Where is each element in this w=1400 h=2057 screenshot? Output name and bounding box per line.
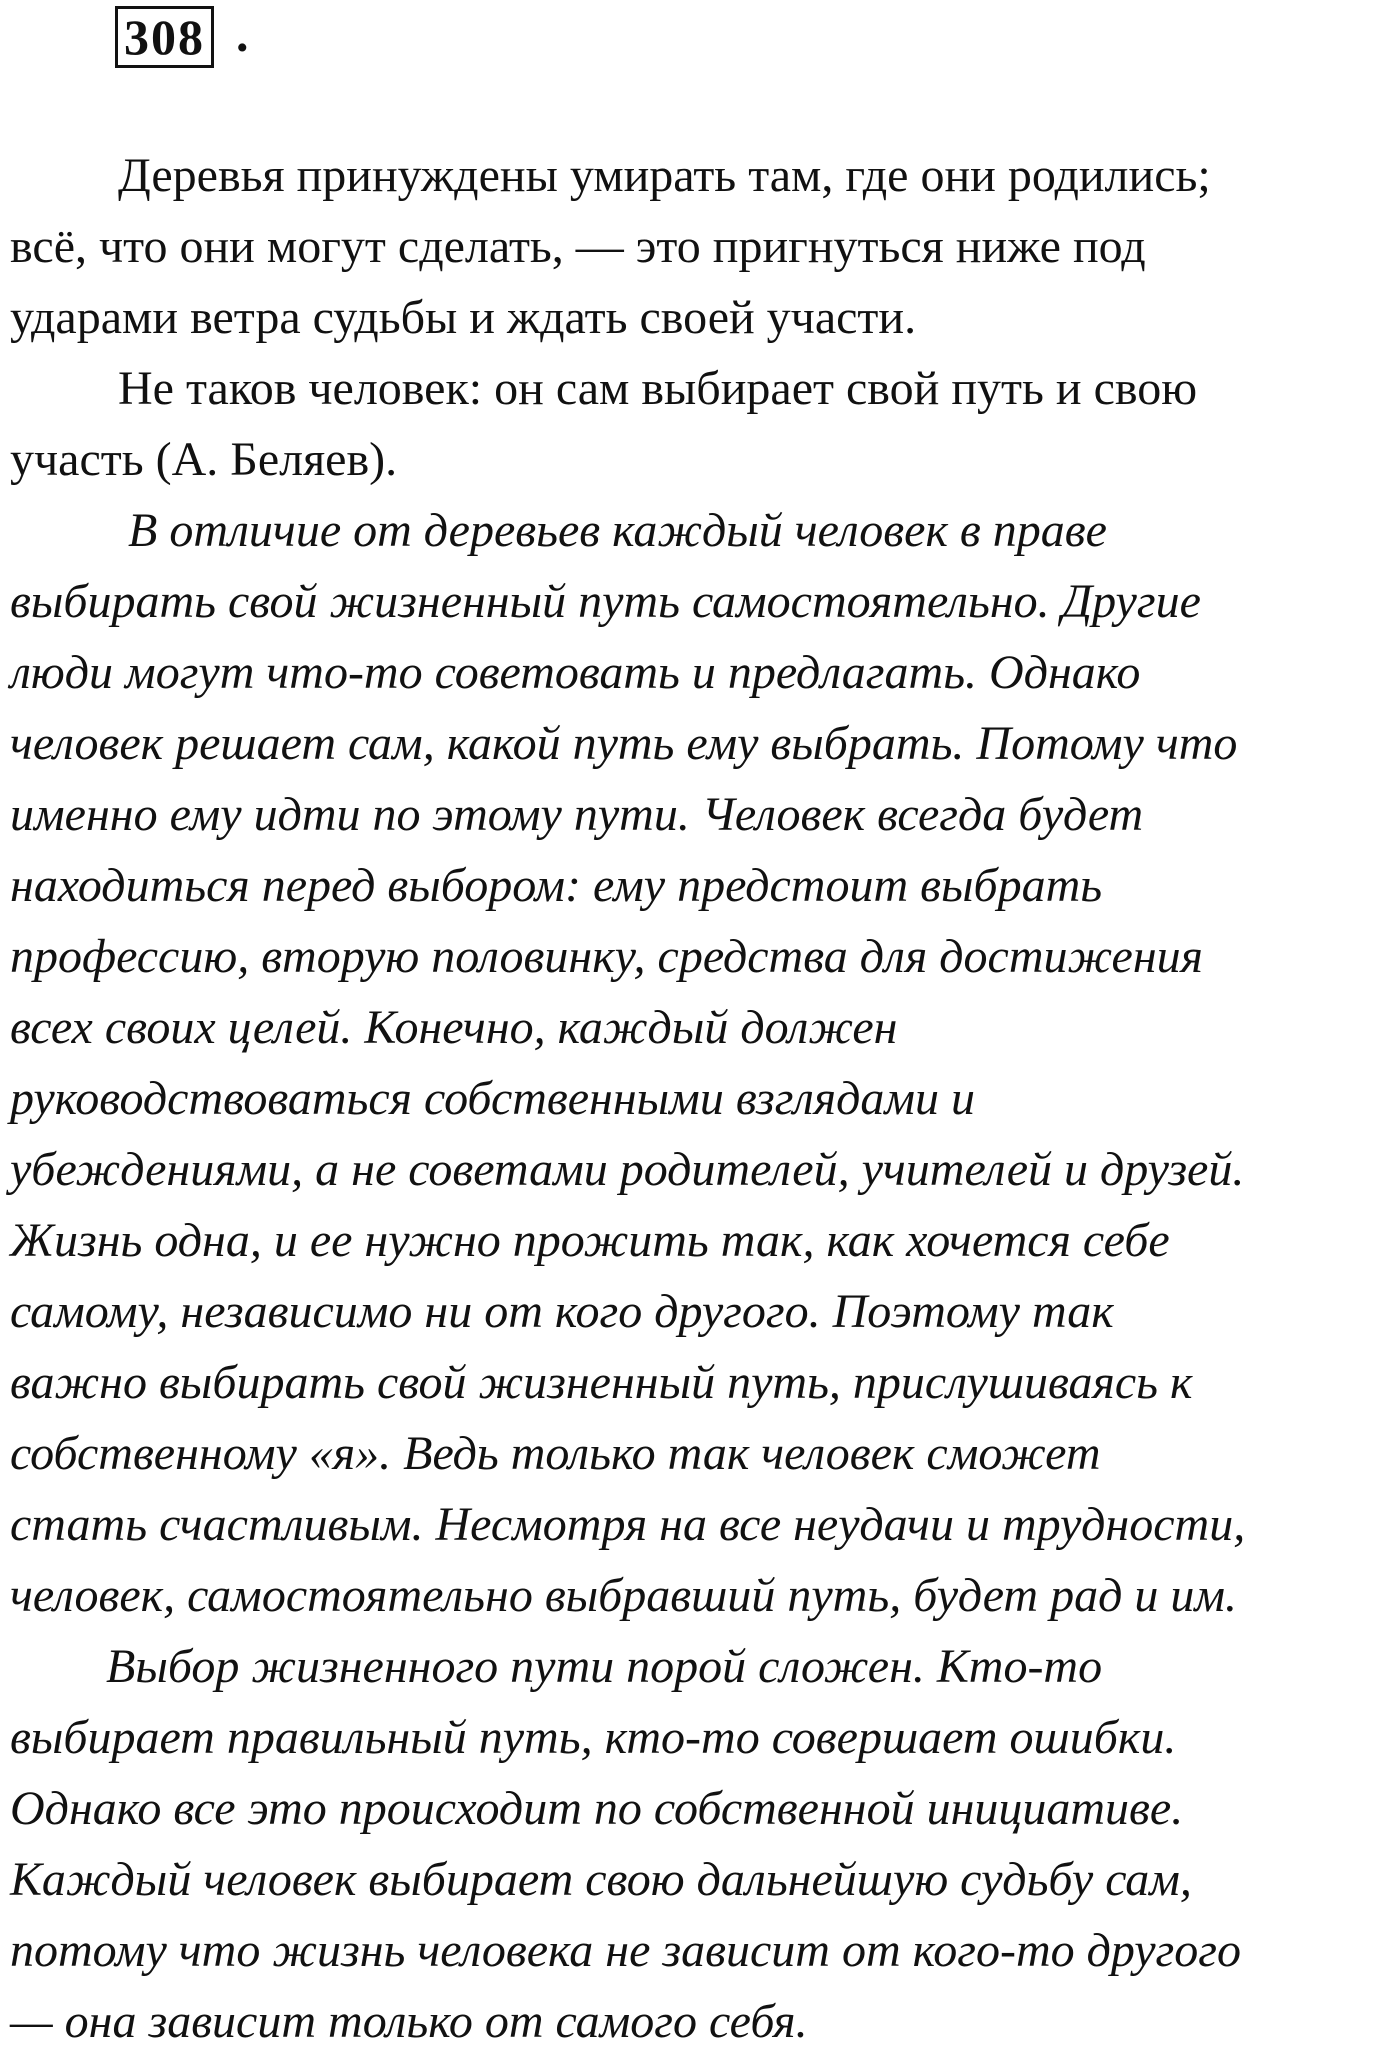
essay-text (10, 495, 1390, 2057)
essay-line: профессию, вторую половинку, средства для достижения (10, 930, 1203, 983)
essay-line: В отличие от деревьев каждый человек в праве (128, 504, 1107, 557)
source-line: всё, что они могут сделать, — это пригнуться ниже под (10, 220, 1146, 273)
essay-line: находиться перед выбором: ему предстоит выбрать (10, 859, 1103, 912)
essay-line: человек, самостоятельно выбравший путь, будет рад и им. (10, 1569, 1237, 1622)
source-line: Деревья принуждены умирать там, где они родились; (118, 149, 1211, 202)
essay-line: потому что жизнь человека не зависит от кого-то другого (10, 1924, 1242, 1977)
source-line: ударами ветра судьбы и ждать своей участи. (10, 291, 917, 344)
essay-line: выбирать свой жизненный путь самостоятельно. Другие (10, 575, 1201, 628)
source-text (10, 140, 1390, 495)
task-number: 308 (124, 9, 205, 65)
essay-line: важно выбирать свой жизненный путь, прислушиваясь к (10, 1356, 1193, 1409)
essay-line: всех своих целей. Конечно, каждый должен (10, 1001, 898, 1054)
essay-line: Выбор жизненного пути порой сложен. Кто-то (106, 1640, 1103, 1693)
essay-line: руководствоваться собственными взглядами и (10, 1072, 975, 1125)
task-number-dot: . (236, 6, 249, 62)
essay-line: Каждый человек выбирает свою дальнейшую судьбу сам, (10, 1853, 1192, 1906)
source-line: Не таков человек: он сам выбирает свой путь и свою (118, 362, 1198, 415)
essay-line: именно ему идти по этому пути. Человек всегда будет (10, 788, 1144, 841)
essay-line: — она зависит только от самого себя. (10, 1995, 808, 2048)
essay-line: люди могут что-то советовать и предлагать. Однако (10, 646, 1141, 699)
essay-line: выбирает правильный путь, кто-то совершает ошибки. (10, 1711, 1177, 1764)
task-number-box (115, 6, 214, 68)
essay-line: стать счастливым. Несмотря на все неудачи и трудности, (10, 1498, 1246, 1551)
essay-line: человек решает сам, какой путь ему выбрать. Потому что (10, 717, 1238, 770)
essay-line: Однако все это происходит по собственной инициативе. (10, 1782, 1184, 1835)
source-line: участь (А. Беляев). (10, 433, 398, 486)
essay-line: собственному «я». Ведь только так человек сможет (10, 1427, 1101, 1480)
essay-line: самому, независимо ни от кого другого. Поэтому так (10, 1285, 1114, 1338)
essay-line: убеждениями, а не советами родителей, учителей и друзей. (10, 1143, 1245, 1196)
essay-line: Жизнь одна, и ее нужно прожить так, как хочется себе (10, 1214, 1170, 1267)
